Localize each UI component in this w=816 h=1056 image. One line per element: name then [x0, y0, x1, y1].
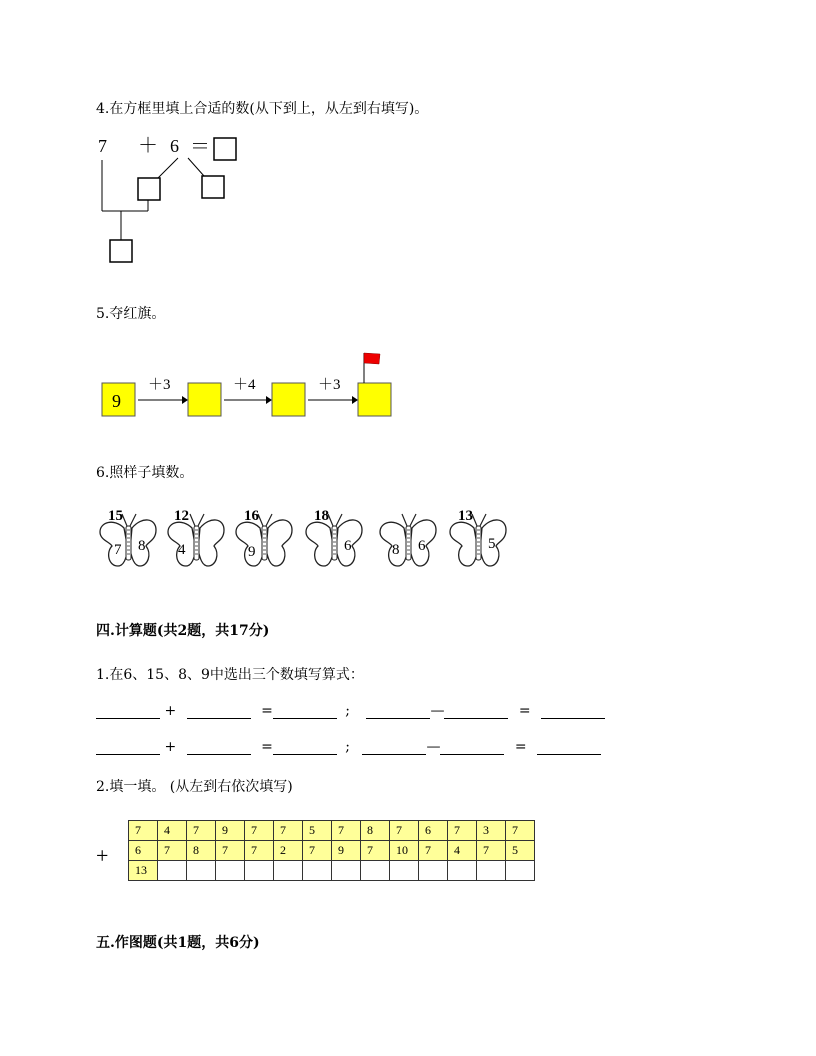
- minus-sign: —: [430, 703, 445, 719]
- plus-sign: +: [164, 739, 177, 755]
- table-cell-answer[interactable]: [216, 861, 245, 881]
- table-cell: 5: [506, 841, 535, 861]
- butterfly-3-left: 9: [248, 544, 256, 560]
- q4-plus: ＋: [138, 135, 158, 157]
- c1-equation-row-1: [96, 703, 605, 719]
- butterfly-1: [100, 508, 156, 566]
- q4-answer-box-split-right[interactable]: [202, 176, 224, 198]
- table-cell-answer[interactable]: [361, 861, 390, 881]
- table-row-sum: [129, 861, 535, 881]
- table-cell: 6: [129, 841, 158, 861]
- q5-box-2[interactable]: [188, 383, 221, 416]
- butterfly-6-top: 13: [458, 508, 473, 524]
- equals-sign: =: [261, 739, 273, 755]
- butterfly-1-top: 15: [108, 508, 123, 524]
- q4-number-6: 6: [170, 136, 179, 156]
- c2-addition-table: [128, 820, 535, 881]
- butterfly-4-top: 18: [314, 508, 329, 524]
- q6-butterflies: [94, 500, 524, 580]
- q4-answer-box-bottom[interactable]: [110, 240, 132, 262]
- semicolon: ;: [345, 703, 350, 719]
- table-cell: 6: [419, 821, 448, 841]
- section-5-title: 五.作图题(共1题，共6分): [96, 935, 260, 951]
- butterfly-5: [380, 514, 436, 566]
- semicolon: ;: [345, 739, 350, 755]
- table-cell: 7: [245, 821, 274, 841]
- table-cell: 7: [303, 841, 332, 861]
- equals-sign: =: [261, 703, 273, 719]
- table-cell: 7: [274, 821, 303, 841]
- table-cell: 7: [216, 841, 245, 861]
- butterfly-3-top: 16: [244, 508, 259, 524]
- butterfly-4: [306, 508, 362, 566]
- blank[interactable]: [362, 740, 426, 755]
- butterfly-3: [236, 508, 292, 566]
- table-cell: 7: [129, 821, 158, 841]
- q4-title: 4.在方框里填上合适的数(从下到上，从左到右填写)。: [96, 101, 429, 117]
- table-cell: 8: [187, 841, 216, 861]
- table-cell: 4: [448, 841, 477, 861]
- q4-number-7: 7: [98, 136, 107, 156]
- blank[interactable]: [541, 704, 605, 719]
- table-cell: 7: [245, 841, 274, 861]
- table-cell: 8: [361, 821, 390, 841]
- table-cell-answer[interactable]: [390, 861, 419, 881]
- table-cell: 7: [477, 841, 506, 861]
- table-cell: 2: [274, 841, 303, 861]
- butterfly-4-right: 6: [344, 538, 352, 554]
- q5-start-number: 9: [112, 391, 121, 411]
- table-cell-answer[interactable]: [477, 861, 506, 881]
- q5-box-final[interactable]: [358, 383, 391, 416]
- q5-arrowhead-2: [266, 396, 272, 404]
- q5-arrowhead-1: [182, 396, 188, 404]
- minus-sign: —: [426, 739, 441, 755]
- q5-arrowhead-3: [352, 396, 358, 404]
- q4-line-left: [158, 158, 178, 178]
- table-cell: 10: [390, 841, 419, 861]
- equals-sign: =: [514, 739, 527, 755]
- q5-step-1: ＋3: [148, 377, 171, 393]
- butterfly-5-left: 8: [392, 542, 400, 558]
- q5-step-2: ＋4: [233, 377, 256, 393]
- q6-title: 6.照样子填数。: [96, 465, 194, 481]
- plus-sign: +: [164, 703, 177, 719]
- table-cell: 7: [158, 841, 187, 861]
- q5-flag-chain: [96, 345, 406, 425]
- blank[interactable]: [537, 740, 601, 755]
- table-cell-answer[interactable]: [506, 861, 535, 881]
- blank[interactable]: [187, 740, 251, 755]
- blank[interactable]: [273, 740, 337, 755]
- table-row-addend-2: [129, 841, 535, 861]
- table-cell: 9: [332, 841, 361, 861]
- q5-box-3[interactable]: [272, 383, 305, 416]
- blank[interactable]: [444, 704, 508, 719]
- table-cell: 7: [448, 821, 477, 841]
- butterfly-6-right: 5: [488, 536, 496, 552]
- q4-answer-box-split-left[interactable]: [138, 178, 160, 200]
- red-flag-icon: [364, 353, 380, 364]
- q5-step-3: ＋3: [318, 377, 341, 393]
- c1-equation-row-2: [96, 739, 601, 755]
- blank[interactable]: [187, 704, 251, 719]
- table-cell-answer[interactable]: [419, 861, 448, 881]
- blank[interactable]: [273, 704, 337, 719]
- blank[interactable]: [96, 704, 160, 719]
- butterfly-6: [450, 508, 506, 566]
- table-cell-answer[interactable]: [187, 861, 216, 881]
- q4-answer-box-result[interactable]: [214, 138, 236, 160]
- butterfly-2-top: 12: [174, 508, 189, 524]
- table-row-addend-1: [129, 821, 535, 841]
- table-cell-answer[interactable]: [332, 861, 361, 881]
- section-4-title: 四.计算题(共2题，共17分): [96, 623, 270, 639]
- butterfly-5-right: 6: [418, 538, 426, 554]
- table-cell-sum-example: 13: [129, 861, 158, 881]
- table-cell: 9: [216, 821, 245, 841]
- table-cell: 7: [361, 841, 390, 861]
- equals-sign: =: [518, 703, 531, 719]
- table-cell: 5: [303, 821, 332, 841]
- butterfly-2: [168, 508, 224, 566]
- table-cell: 3: [477, 821, 506, 841]
- blank[interactable]: [440, 740, 504, 755]
- blank[interactable]: [366, 704, 430, 719]
- table-cell: 7: [419, 841, 448, 861]
- table-cell: 7: [390, 821, 419, 841]
- q4-equals: ＝: [190, 136, 210, 158]
- butterfly-1-left: 7: [114, 542, 122, 558]
- q4-diagram: [90, 130, 250, 270]
- blank[interactable]: [96, 740, 160, 755]
- table-cell-answer[interactable]: [158, 861, 187, 881]
- table-cell-answer[interactable]: [274, 861, 303, 881]
- table-cell: 4: [158, 821, 187, 841]
- q5-title: 5.夺红旗。: [96, 306, 166, 322]
- table-cell: 7: [187, 821, 216, 841]
- table-cell-answer[interactable]: [448, 861, 477, 881]
- butterfly-2-left: 4: [178, 542, 186, 558]
- c2-plus-sign: +: [96, 843, 109, 868]
- c2-title: 2.填一填。 (从左到右依次填写): [96, 779, 293, 795]
- c1-title: 1.在6、15、8、9中选出三个数填写算式：: [96, 667, 364, 683]
- q4-line-right: [188, 158, 204, 176]
- table-cell-answer[interactable]: [303, 861, 332, 881]
- table-cell-answer[interactable]: [245, 861, 274, 881]
- table-cell: 7: [506, 821, 535, 841]
- butterfly-1-right: 8: [138, 538, 146, 554]
- table-cell: 7: [332, 821, 361, 841]
